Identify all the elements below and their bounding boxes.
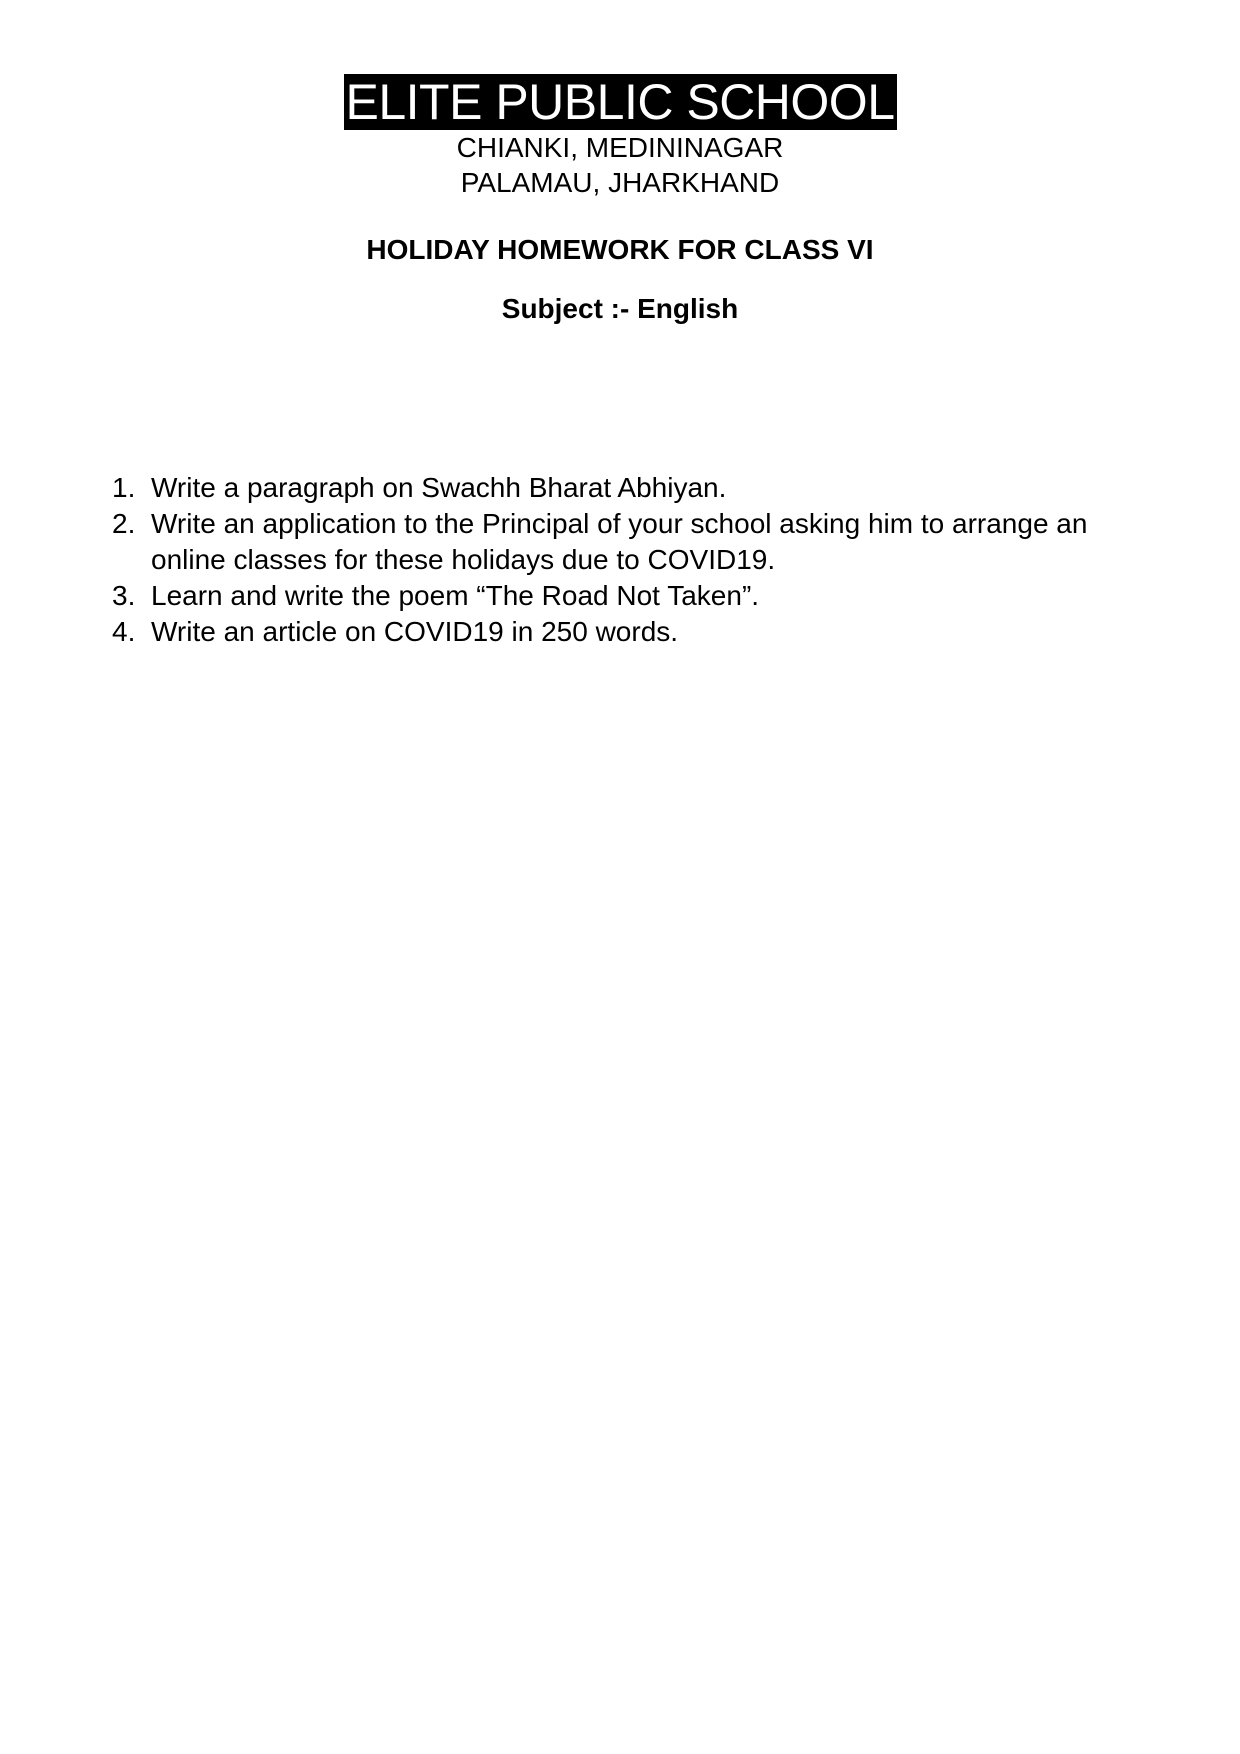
list-item <box>112 506 1132 578</box>
address-line-1: CHIANKI, MEDININAGAR <box>456 132 784 163</box>
subject-heading: Subject :- English <box>501 293 739 324</box>
task-number: 3. <box>112 580 136 611</box>
task-text: Learn and write the poem “The Road Not Taken”. <box>151 580 760 611</box>
homework-title: HOLIDAY HOMEWORK FOR CLASS VI <box>366 234 874 265</box>
task-number: 2. <box>112 508 136 539</box>
address-line-2: PALAMAU, JHARKHAND <box>460 167 780 198</box>
task-text: Write an article on COVID19 in 250 words. <box>151 616 679 647</box>
task-number: 4. <box>112 616 136 647</box>
task-number: 1. <box>112 472 136 503</box>
school-name: ELITE PUBLIC SCHOOL <box>345 74 895 130</box>
list-item <box>112 578 1132 614</box>
task-text: Write an application to the Principal of your school asking him to arrange an online classes for these holidays due to COVID19. <box>151 508 1088 575</box>
list-item <box>112 614 1132 650</box>
task-text: Write a paragraph on Swachh Bharat Abhiyan. <box>151 472 727 503</box>
school-header <box>0 74 1240 200</box>
task-list <box>112 470 1132 650</box>
list-item <box>112 470 1132 506</box>
